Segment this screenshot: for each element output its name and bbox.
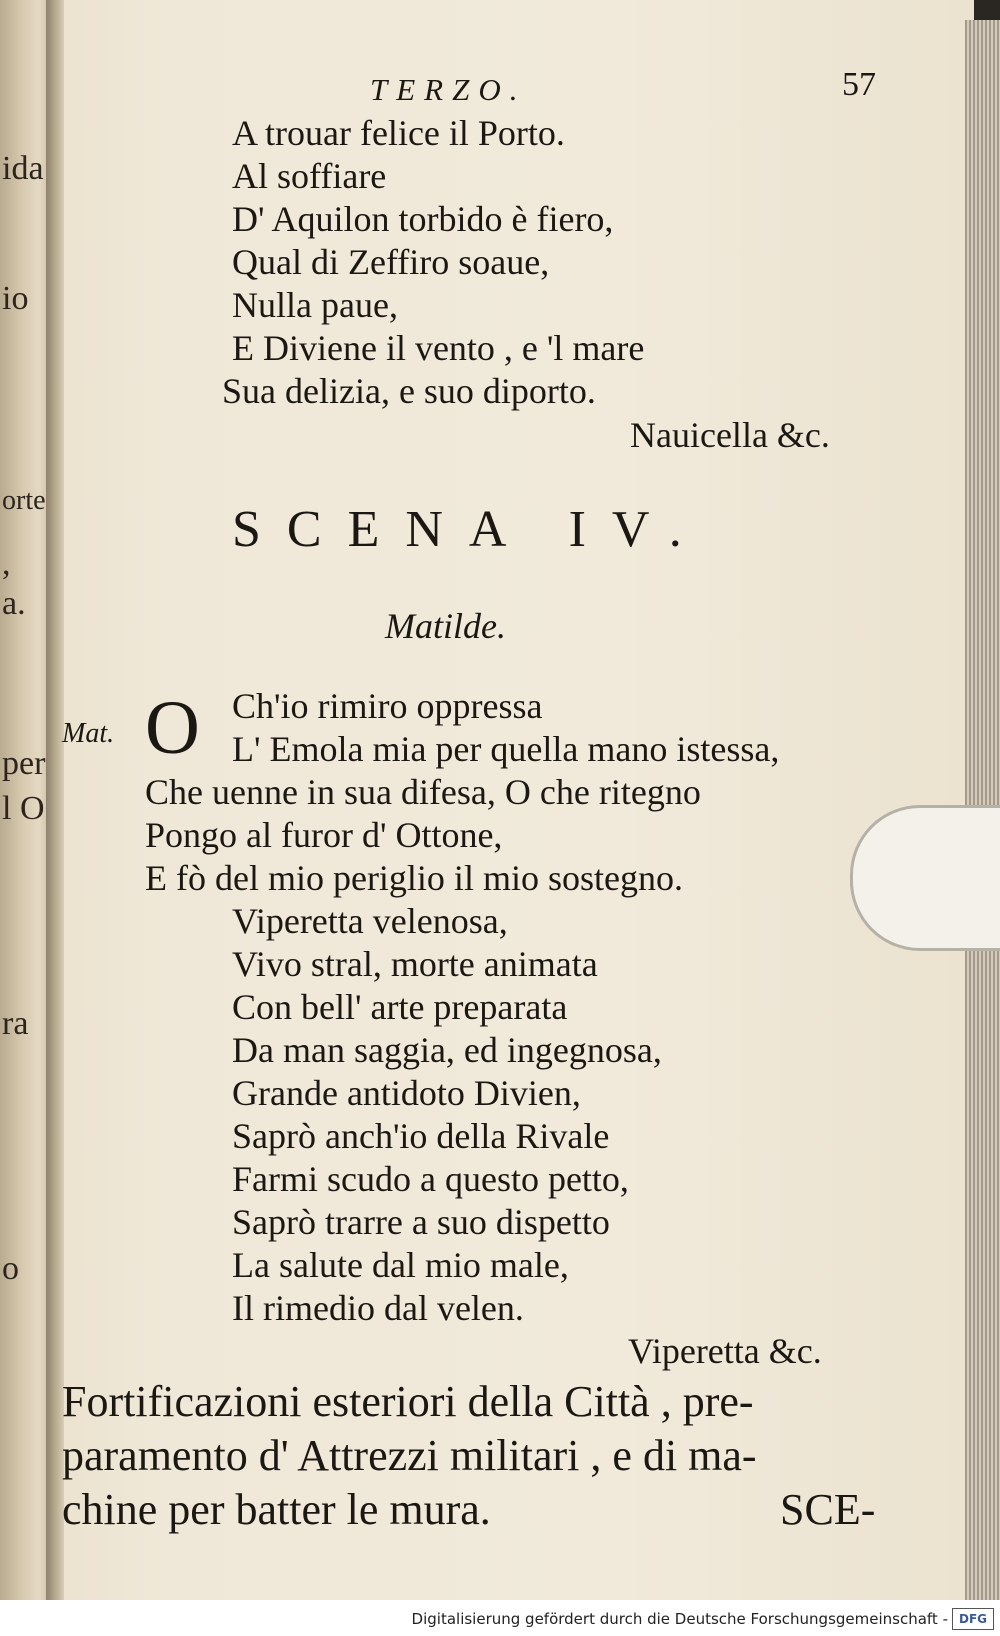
verse-line: Saprò trarre a suo dispetto bbox=[232, 1202, 610, 1242]
verse-line: Che uenne in sua difesa, O che ritegno bbox=[145, 772, 701, 812]
verse-line: Al soffiare bbox=[232, 156, 387, 196]
verse-line: Il rimedio dal velen. bbox=[232, 1288, 524, 1328]
verse-line: Ch'io rimiro oppressa bbox=[232, 686, 543, 726]
verse-line: Grande antidoto Divien, bbox=[232, 1073, 581, 1113]
verse-line: La salute dal mio male, bbox=[232, 1245, 569, 1285]
speaker-label: Mat. bbox=[62, 718, 115, 749]
funding-credit: Digitalisierung gefördert durch die Deutsche Forschungsgemeinschaft - bbox=[411, 1610, 948, 1628]
stage-direction-line: paramento d' Attrezzi militari , e di ma- bbox=[62, 1431, 757, 1480]
character-name: Matilde. bbox=[385, 606, 506, 646]
verse-line: Con bell' arte preparata bbox=[232, 987, 568, 1027]
refrain: Viperetta &c. bbox=[628, 1331, 822, 1371]
left-page-fragment: io bbox=[2, 280, 29, 317]
verse-line: L' Emola mia per quella mano istessa, bbox=[232, 729, 780, 769]
drop-cap: O bbox=[145, 686, 200, 770]
verse-line: Da man saggia, ed ingegnosa, bbox=[232, 1030, 662, 1070]
verse-line: A trouar felice il Porto. bbox=[232, 113, 565, 153]
verse-line: Vivo stral, morte animata bbox=[232, 944, 598, 984]
page-number: 57 bbox=[842, 66, 876, 103]
verse-line: Saprò anch'io della Rivale bbox=[232, 1116, 610, 1156]
dfg-logo: DFG bbox=[952, 1608, 994, 1630]
verse-line: Pongo al furor d' Ottone, bbox=[145, 815, 503, 855]
left-page-fragment: ra bbox=[2, 1005, 29, 1042]
left-page-fragment: , bbox=[2, 545, 11, 582]
catchword: SCE- bbox=[780, 1485, 876, 1534]
running-title: TERZO. bbox=[370, 72, 527, 107]
left-page-fragment: orte bbox=[2, 485, 46, 516]
verse-line: Farmi scudo a questo petto, bbox=[232, 1159, 629, 1199]
verse-line: Viperetta velenosa, bbox=[232, 901, 508, 941]
refrain: Nauicella &c. bbox=[630, 415, 830, 455]
verse-line: Nulla paue, bbox=[232, 285, 398, 325]
left-page-fragment: a. bbox=[2, 585, 26, 622]
stage-direction-line: Fortificazioni esteriori della Città , pre- bbox=[62, 1377, 754, 1426]
left-page-fragment: l O bbox=[2, 790, 45, 827]
left-page-strip bbox=[0, 0, 52, 1600]
scene-title: SCENA IV. bbox=[232, 501, 708, 558]
verse-line: D' Aquilon torbido è fiero, bbox=[232, 199, 614, 239]
verse-line: E Diviene il vento , e 'l mare bbox=[232, 328, 645, 368]
verse-line: Sua delizia, e suo diporto. bbox=[222, 371, 596, 411]
footer-bar bbox=[0, 1600, 1000, 1636]
verse-line: Qual di Zeffiro soaue, bbox=[232, 242, 550, 282]
left-page-fragment: ida bbox=[2, 150, 44, 187]
page-clip bbox=[850, 805, 1000, 951]
stage-direction-line: chine per batter le mura. bbox=[62, 1485, 491, 1534]
left-page-fragment: o bbox=[2, 1250, 19, 1287]
verse-line: E fò del mio periglio il mio sostegno. bbox=[145, 858, 683, 898]
left-page-fragment: per bbox=[2, 745, 46, 782]
